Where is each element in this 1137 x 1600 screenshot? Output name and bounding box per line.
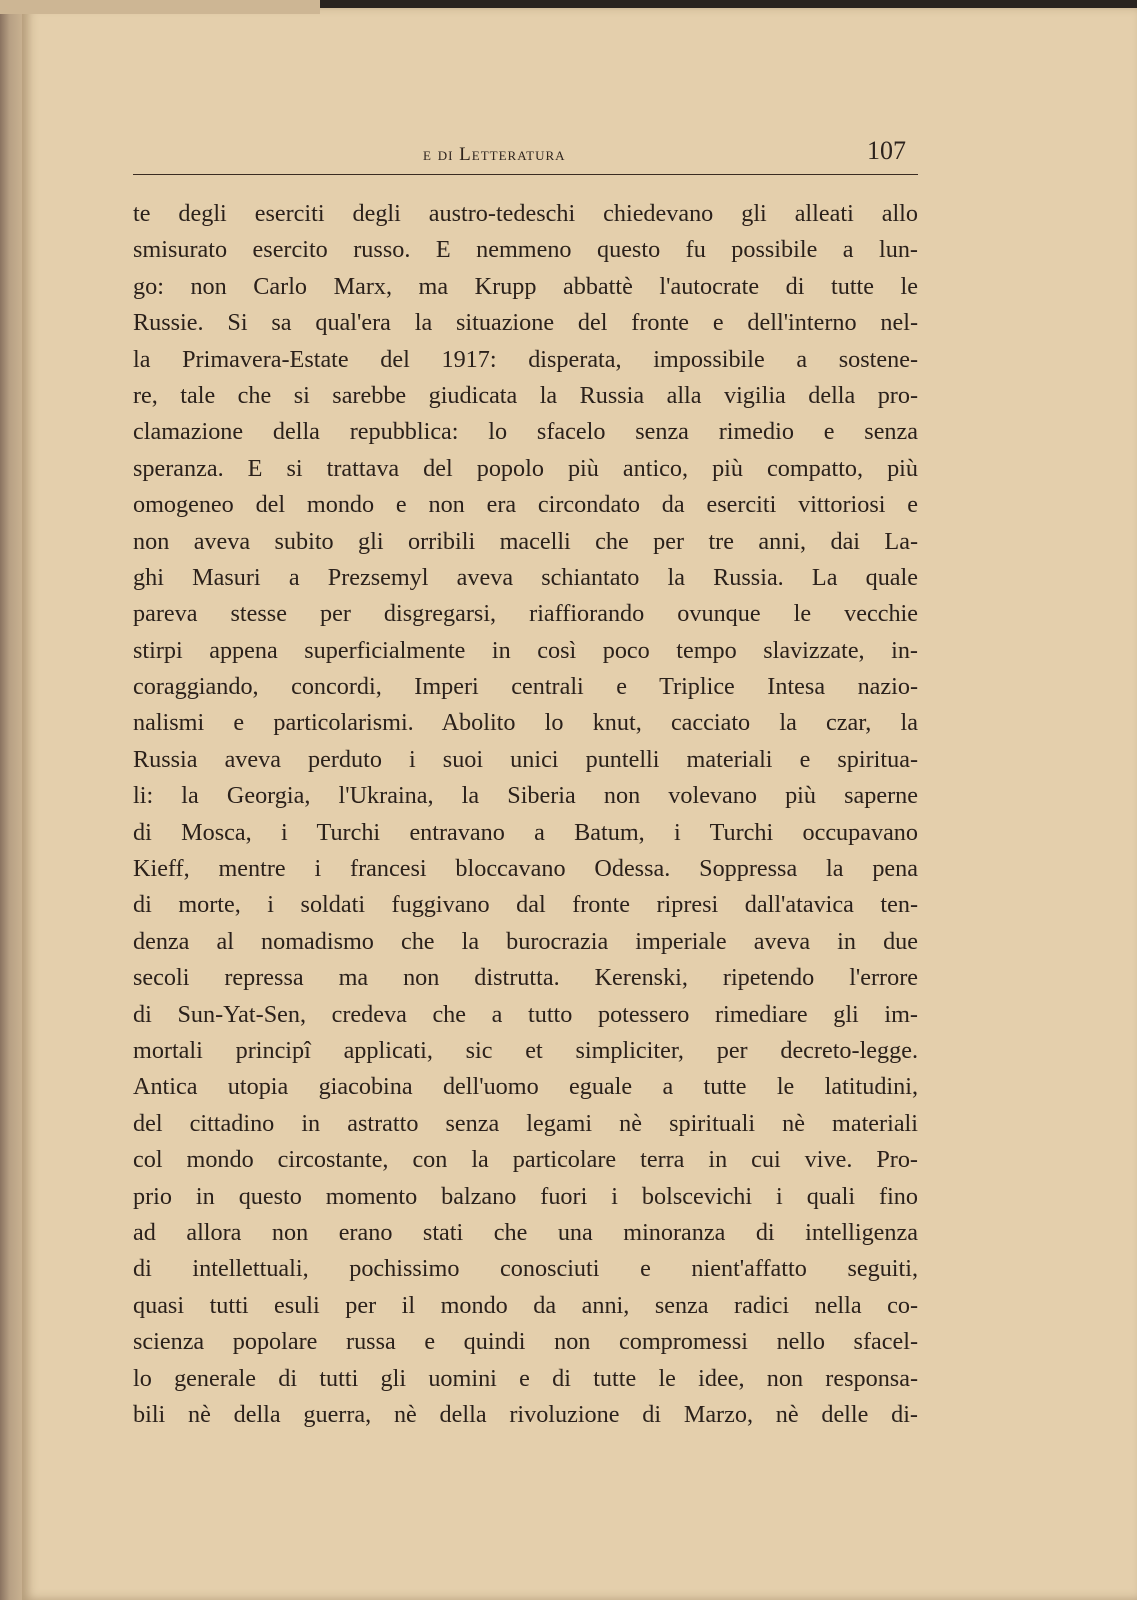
text-line: la Primavera-Estate del 1917: disperata, impossibile a sostene-	[133, 345, 918, 373]
running-head: e di Letteratura	[423, 144, 566, 165]
text-line: ghi Masuri a Prezsemyl aveva schiantato la Russia. La quale	[133, 563, 918, 591]
text-line: mortali principî applicati, sic et simpliciter, per decreto-legge.	[133, 1036, 918, 1064]
text-line: stirpi appena superficialmente in così poco tempo slavizzate, in-	[133, 636, 918, 664]
text-line: di morte, i soldati fuggivano dal fronte ripresi dall'atavica ten-	[133, 891, 918, 919]
text-line: Antica utopia giacobina dell'uomo eguale a tutte le latitudini,	[133, 1073, 918, 1101]
text-line: Russia aveva perduto i suoi unici puntelli materiali e spiritua-	[133, 745, 918, 773]
text-line: di Mosca, i Turchi entravano a Batum, i Turchi occupavano	[133, 818, 918, 846]
text-line: scienza popolare russa e quindi non compromessi nello sfacel-	[133, 1328, 918, 1356]
text-line: ad allora non erano stati che una minoranza di intelligenza	[133, 1218, 918, 1246]
body-text	[133, 196, 918, 1433]
text-line: del cittadino in astratto senza legami nè spirituali nè materiali	[133, 1109, 918, 1137]
text-line: pareva stesse per disgregarsi, riaffiorando ovunque le vecchie	[133, 600, 918, 628]
text-line: Russie. Si sa qual'era la situazione del fronte e dell'interno nel-	[133, 309, 918, 337]
text-line: te degli eserciti degli austro-tedeschi chiedevano gli alleati allo	[133, 200, 918, 227]
text-line: smisurato esercito russo. E nemmeno questo fu possibile a lun-	[133, 236, 918, 264]
text-line: coraggiando, concordi, Imperi centrali e Triplice Intesa nazio-	[133, 673, 918, 701]
text-line: omogeneo del mondo e non era circondato da eserciti vittoriosi e	[133, 491, 918, 519]
page-header	[133, 136, 918, 175]
page-number: 107	[867, 136, 906, 165]
text-line: nalismi e particolarismi. Abolito lo knut, cacciato la czar, la	[133, 709, 918, 737]
text-line: bili nè della guerra, nè della rivoluzione di Marzo, nè delle di-	[133, 1400, 918, 1428]
text-line: speranza. E si trattava del popolo più antico, più compatto, più	[133, 454, 918, 482]
text-line: prio in questo momento balzano fuori i bolscevichi i quali fino	[133, 1182, 918, 1210]
text-line: li: la Georgia, l'Ukraina, la Siberia non volevano più saperne	[133, 782, 918, 810]
text-line: Kieff, mentre i francesi bloccavano Odessa. Soppressa la pena	[133, 855, 918, 883]
text-line: go: non Carlo Marx, ma Krupp abbattè l'autocrate di tutte le	[133, 272, 918, 300]
text-line: clamazione della repubblica: lo sfacelo senza rimedio e senza	[133, 418, 918, 446]
text-line: non aveva subito gli orribili macelli che per tre anni, dai La-	[133, 527, 918, 555]
text-line: col mondo circostante, con la particolare terra in cui vive. Pro-	[133, 1146, 918, 1174]
book-binding-shadow	[0, 0, 24, 1600]
text-line: secoli repressa ma non distrutta. Kerenski, ripetendo l'errore	[133, 964, 918, 992]
text-line: denza al nomadismo che la burocrazia imperiale aveva in due	[133, 927, 918, 955]
scan-top-tab	[0, 0, 320, 14]
text-line: di intellettuali, pochissimo conosciuti e nient'affatto seguiti,	[133, 1255, 918, 1283]
text-line: lo generale di tutti gli uomini e di tutte le idee, non responsa-	[133, 1364, 918, 1392]
text-line: di Sun-Yat-Sen, credeva che a tutto potessero rimediare gli im-	[133, 1000, 918, 1028]
text-line: quasi tutti esuli per il mondo da anni, senza radici nella co-	[133, 1291, 918, 1319]
text-line: re, tale che si sarebbe giudicata la Russia alla vigilia della pro-	[133, 381, 918, 409]
